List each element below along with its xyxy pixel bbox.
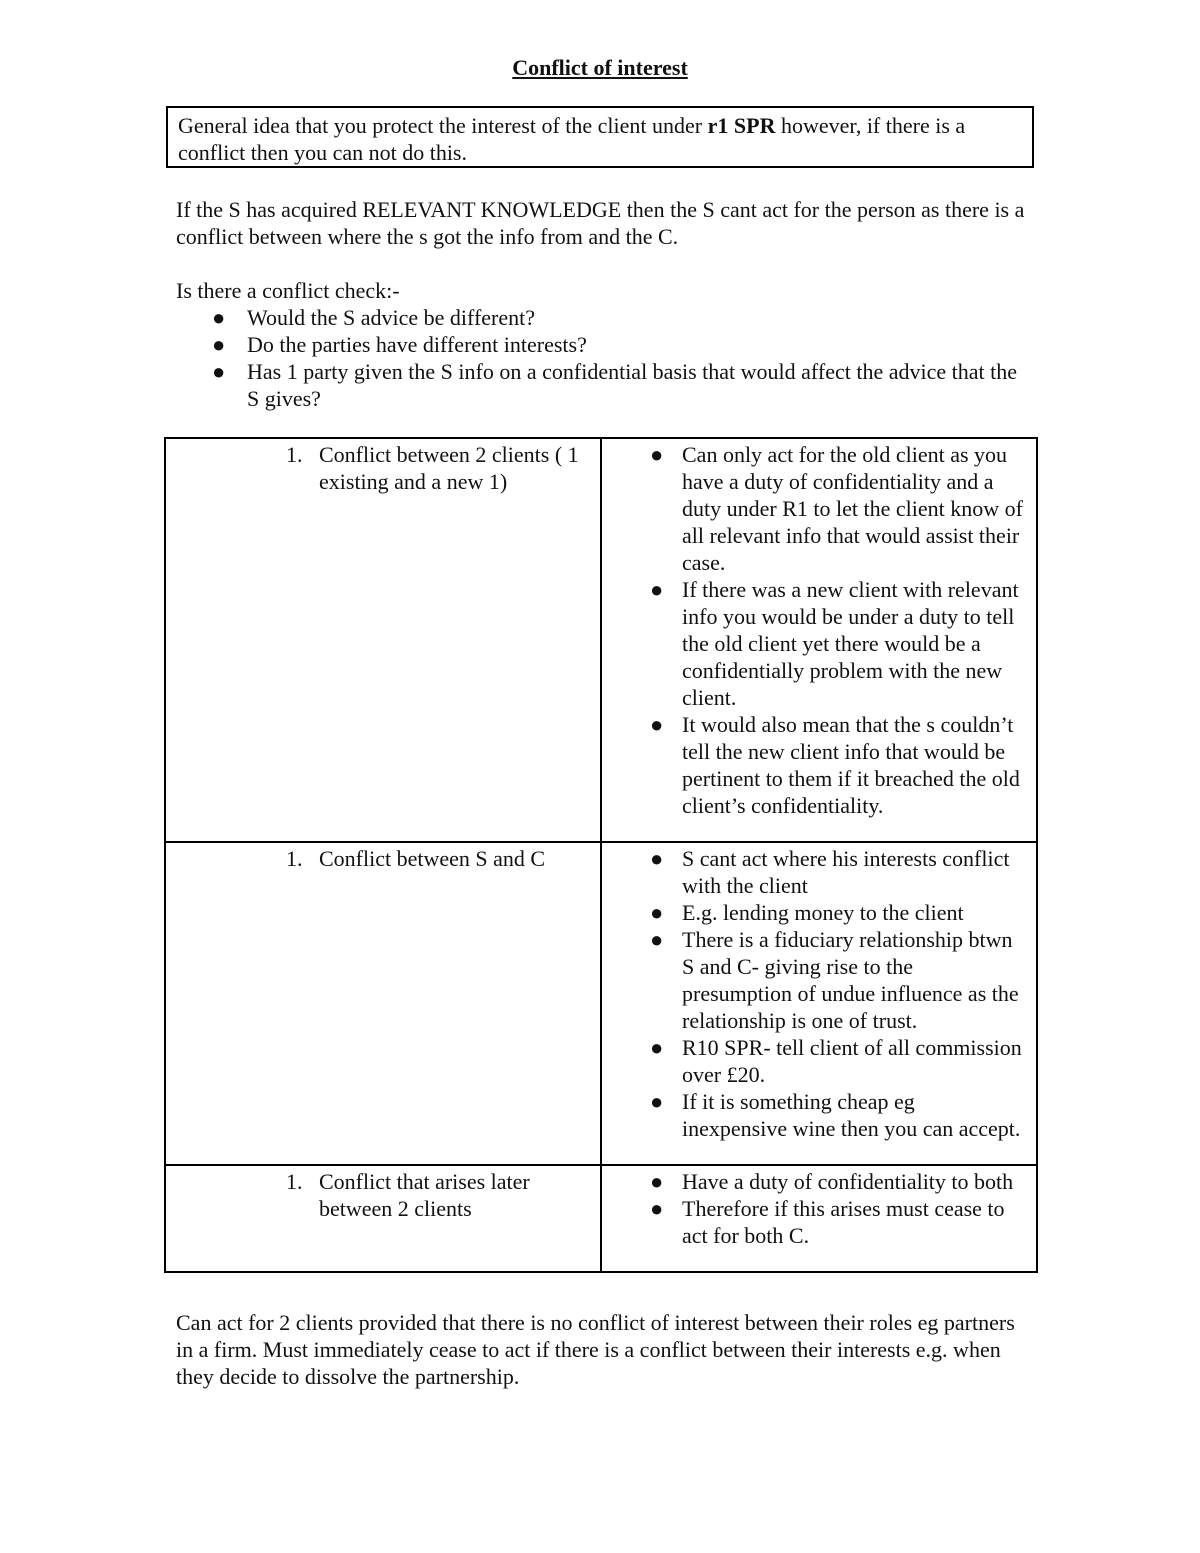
list-item — [176, 331, 1026, 358]
page-title: Conflict of interest — [512, 55, 688, 80]
numbered-heading — [178, 1168, 588, 1222]
bullet-icon: ● — [650, 1089, 664, 1114]
list-item — [614, 711, 1024, 819]
numbered-heading — [178, 441, 588, 495]
list-item — [614, 576, 1024, 711]
row-heading-text: Conflict that arises later between 2 clients — [319, 1169, 530, 1221]
list-item — [614, 441, 1024, 576]
intro-text-before: General idea that you protect the interest of the client under — [178, 113, 708, 138]
intro-text-after: however, if there is a conflict then you can not do this. — [178, 113, 966, 165]
bullet-icon: ● — [650, 1169, 664, 1194]
bullet-icon: ● — [650, 900, 664, 925]
conflict-types-table — [164, 437, 1038, 1273]
list-item — [614, 1195, 1024, 1249]
bullet-icon: ● — [212, 305, 226, 330]
list-item — [614, 1088, 1024, 1142]
list-item-text: Would the S advice be different? — [247, 305, 535, 330]
bullet-icon: ● — [650, 577, 664, 602]
bullet-icon: ● — [212, 359, 226, 384]
point-text: Have a duty of confidentiality to both — [682, 1169, 1014, 1194]
row-heading-text: Conflict between S and C — [319, 846, 546, 871]
item-number: 1. — [286, 442, 303, 467]
table-row — [165, 1165, 1037, 1272]
numbered-heading — [178, 845, 588, 872]
table-cell-points — [601, 438, 1037, 842]
point-text: Can only act for the old client as you have a duty of confidentiality and a duty under R1 to let the client know of all relevant info that would assist their case. — [682, 442, 1023, 575]
closing-paragraph: Can act for 2 clients provided that there is no conflict of interest between their roles eg partners in a firm. Must immediately cease to act if there is a conflict between their interests e.g. when they decide to dissolve the partnership. — [176, 1310, 1015, 1389]
conflict-check-list — [176, 304, 1026, 412]
list-item — [176, 358, 1026, 412]
points-list — [614, 441, 1024, 819]
bullet-icon: ● — [650, 927, 664, 952]
table-cell-heading — [165, 438, 601, 842]
bullet-icon: ● — [650, 442, 664, 467]
row-heading-text: Conflict between 2 clients ( 1 existing and a new 1) — [319, 442, 579, 494]
intro-box — [166, 106, 1034, 168]
list-item — [176, 304, 1026, 331]
point-text: S cant act where his interests conflict with the client — [682, 846, 1010, 898]
table-cell-points — [601, 1165, 1037, 1272]
point-text: It would also mean that the s couldn’t tell the new client info that would be pertinent to them if it breached the old client’s confidentiality. — [682, 712, 1020, 818]
point-text: Therefore if this arises must cease to act for both C. — [682, 1196, 1005, 1248]
points-list — [614, 1168, 1024, 1249]
points-list — [614, 845, 1024, 1142]
intro-text-bold: r1 SPR — [707, 113, 776, 138]
table-row — [165, 438, 1037, 842]
table-row — [165, 842, 1037, 1165]
bullet-icon: ● — [650, 1196, 664, 1221]
list-item — [614, 899, 1024, 926]
point-text: E.g. lending money to the client — [682, 900, 964, 925]
point-text: There is a fiduciary relationship btwn S and C- giving rise to the presumption of undue influence as the relationship is one of trust. — [682, 927, 1019, 1033]
table-cell-heading — [165, 1165, 601, 1272]
relevant-knowledge-paragraph: If the S has acquired RELEVANT KNOWLEDGE then the S cant act for the person as there is a conflict between where the s got the info from and the C. — [176, 197, 1025, 249]
point-text: If there was a new client with relevant info you would be under a duty to tell the old client yet there would be a confidentially problem with the new client. — [682, 577, 1019, 710]
point-text: R10 SPR- tell client of all commission over £20. — [682, 1035, 1022, 1087]
table-cell-heading — [165, 842, 601, 1165]
point-text: If it is something cheap eg inexpensive wine then you can accept. — [682, 1089, 1021, 1141]
list-item — [614, 926, 1024, 1034]
bullet-icon: ● — [650, 712, 664, 737]
conflict-check-heading: Is there a conflict check:- — [176, 278, 400, 303]
list-item-text: Do the parties have different interests? — [247, 332, 587, 357]
item-number: 1. — [286, 846, 303, 871]
list-item — [614, 1168, 1024, 1195]
bullet-icon: ● — [212, 332, 226, 357]
bullet-icon: ● — [650, 846, 664, 871]
list-item — [614, 845, 1024, 899]
table-cell-points — [601, 842, 1037, 1165]
bullet-icon: ● — [650, 1035, 664, 1060]
list-item-text: Has 1 party given the S info on a confidential basis that would affect the advice that the S gives? — [247, 359, 1017, 411]
item-number: 1. — [286, 1169, 303, 1194]
list-item — [614, 1034, 1024, 1088]
